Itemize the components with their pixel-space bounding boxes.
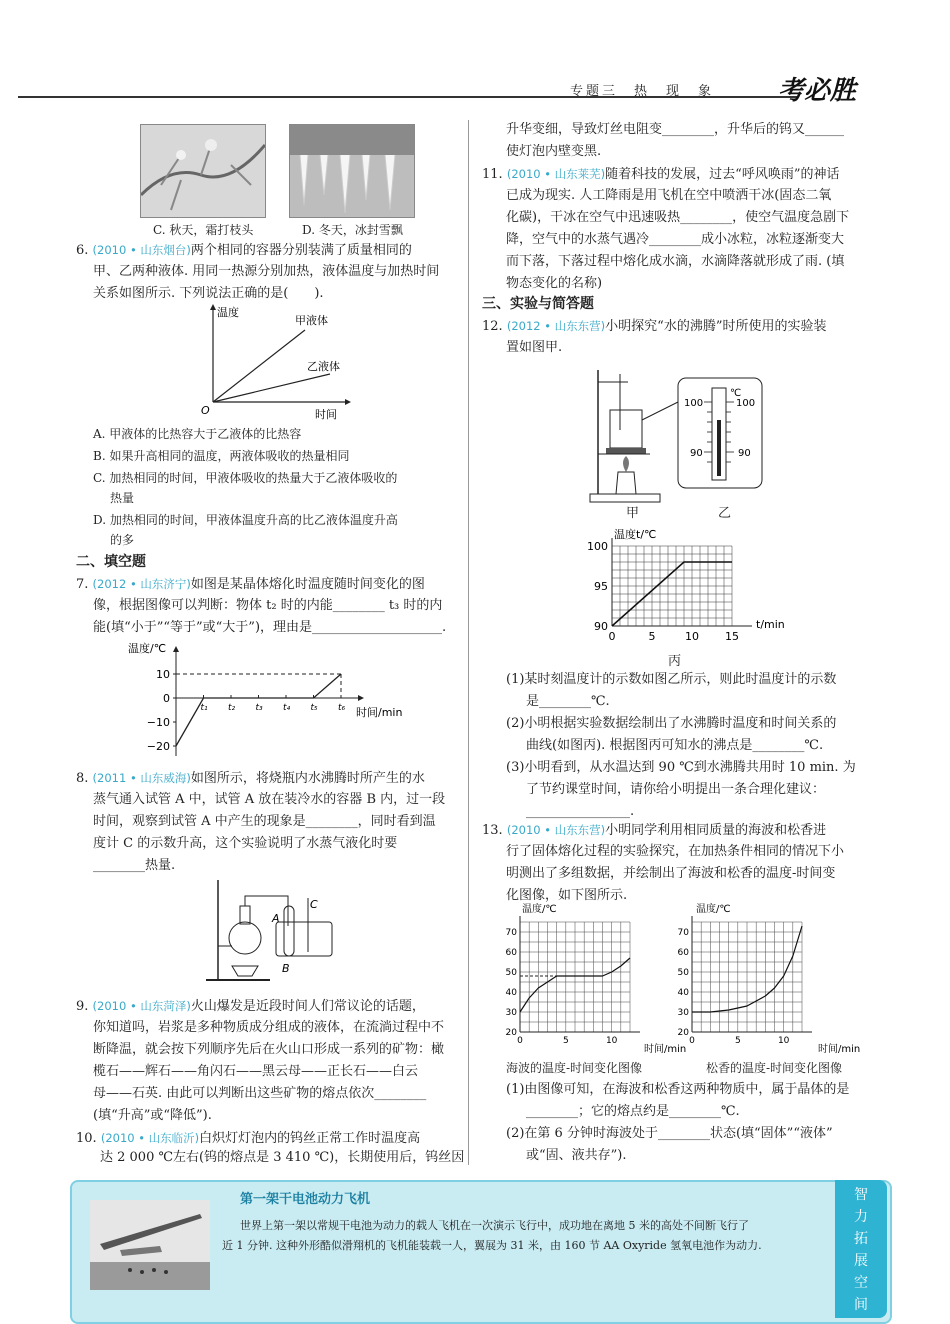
q12-apparatus (570, 360, 770, 522)
q8-line5: ________热量. (93, 858, 176, 873)
photo-c-caption: C. 秋天，霜打枝头 (153, 223, 254, 237)
q6-ylabel: 温度 (217, 306, 239, 319)
q12-xtick-label: 0 (608, 630, 616, 643)
q9-line2: 你知道吗，岩浆是多种物质成分组成的液体，在流淌过程中不 (93, 1020, 445, 1035)
q8-label-c: C (310, 898, 318, 911)
q13-line3: 明测出了多组数据，并绘制出了海波和松香的温度-时间变 (506, 866, 836, 881)
q13b-ytick-label: 20 (677, 1028, 689, 1038)
photo-ice (289, 124, 415, 218)
q13a-xtick-label: 0 (517, 1036, 523, 1046)
q12-xlabel: t/min (756, 618, 785, 631)
q13-caption-rosin: 松香的温度-时间变化图像 (706, 1061, 843, 1075)
q7-line2: 像，根据图像可以判断：物体 t₂ 时的内能________ t₃ 时的内 (93, 598, 443, 613)
q12-ytick-label: 90 (594, 620, 608, 633)
q7-ylabel: 温度/℃ (128, 642, 167, 655)
q8-line1: 8. (2011 • 山东威海)如图所示，将烧瓶内水沸腾时所产生的水 (76, 771, 425, 786)
q6-line1: 6. (2010 • 山东烟台)两个相同的容器分别装满了质量相同的 (76, 243, 412, 258)
q11-line3: 化碳)，干冰在空气中迅速吸热________，使空气温度急剧下 (506, 210, 850, 225)
column-divider (468, 120, 469, 1165)
q12-label-yi: 乙 (718, 506, 732, 521)
footer-tab (835, 1180, 887, 1318)
q6-origin: O (201, 404, 210, 417)
q7-xtick-label: t₂ (228, 703, 236, 713)
q13a-ytick-label: 40 (505, 988, 517, 998)
q6-line2: 甲、乙两种液体. 用同一热源分别加热，液体温度与加热时间 (93, 264, 440, 279)
q12-sub2a: (2)小明根据实验数据绘制出了水沸腾时温度和时间关系的 (506, 716, 837, 731)
q13-line4: 化图像，如下图所示. (506, 888, 628, 903)
q9-line5: 母——石英. 由此可以判断出这些矿物的熔点依次________ (93, 1086, 427, 1101)
q12-sub3c: ________________. (526, 804, 635, 819)
q11-line2: 已成为现实. 人工降雨是用飞机在空中喷洒干冰(固态二氧 (506, 188, 832, 203)
q7-y-arrow (173, 646, 179, 652)
q11-line5: 而下落，下落过程中熔化成水滴，水滴降落就形成了雨. (填 (506, 254, 845, 269)
q12-label-jia: 甲 (626, 506, 640, 521)
q7-xlabel: 时间/min (356, 706, 403, 719)
q13-chart-rosin (670, 900, 870, 1060)
q8-line2: 蒸气通入试管 A 中，试管 A 放在装冷水的容器 B 内，过一段 (93, 792, 446, 807)
q10-line1: 10. (2010 • 山东临沂)白炽灯灯泡内的钨丝正常工作时温度高 (76, 1131, 421, 1146)
q13b-xlabel: 时间/min (818, 1044, 861, 1055)
q13b-ytick-label: 50 (677, 968, 689, 978)
q12-chart (580, 526, 800, 654)
thermo-unit: ℃ (730, 388, 742, 399)
q13a-ytick-label: 30 (505, 1008, 517, 1018)
q13-caption-hypo: 海波的温度-时间变化图像 (506, 1061, 643, 1075)
q13-chart-hypo (498, 900, 688, 1060)
q13-line2: 行了固体熔化过程的实验探究，在加热条件相同的情况下小 (506, 844, 845, 859)
photo-d-caption: D. 冬天，冰封雪飘 (302, 223, 403, 237)
q7-x-arrow (358, 695, 364, 701)
thermo-90-right: 90 (738, 448, 751, 459)
thermo-90-left: 90 (690, 448, 703, 459)
q6-line1-label: 甲液体 (295, 314, 328, 327)
q8-line3: 时间，观察到试管 A 中产生的现象是________，同时看到温 (93, 814, 436, 829)
q10-line2: 达 2 000 ℃左右(钨的熔点是 3 410 ℃)，长期使用后，钨丝因 (100, 1150, 465, 1165)
q12-xtick-label: 5 (648, 630, 656, 643)
section-experiment: 三、实验与简答题 (482, 296, 594, 312)
q13a-ytick-label: 70 (505, 928, 517, 938)
q13b-ytick-label: 60 (677, 948, 689, 958)
q7-ytick-label: 10 (156, 668, 170, 681)
q8-label-a: A (272, 912, 280, 925)
q13a-ytick-label: 60 (505, 948, 517, 958)
q13-line1: 13. (2010 • 山东东营)小明同学利用相同质量的海波和松香进 (482, 823, 827, 838)
q7-ytick-label: −20 (146, 740, 170, 753)
q6-option-c2: 热量 (110, 491, 135, 505)
q13a-xtick-label: 5 (562, 1036, 569, 1046)
q7-ytick-label: −10 (146, 716, 170, 729)
q6-option-b: B. 如果升高相同的温度，两液体吸收的热量相同 (93, 449, 350, 463)
q6-option-a: A. 甲液体的比热容大于乙液体的比热容 (93, 427, 302, 441)
q8-apparatus (200, 876, 350, 988)
tab-char-6: 间 (854, 1297, 868, 1313)
q7-ytick-label: 0 (163, 692, 170, 705)
q9-line6: (填“升高”或“降低”). (93, 1108, 212, 1123)
q6-option-c1: C. 加热相同的时间，甲液体吸收的热量大于乙液体吸收的 (93, 471, 398, 485)
q12-line2: 置如图甲. (506, 340, 563, 355)
q13b-ytick-label: 30 (677, 1008, 689, 1018)
q7-xtick-label: t₁ (200, 703, 208, 713)
q13b-ytick-label: 40 (677, 988, 689, 998)
q8-label-b: B (282, 962, 290, 975)
q12-line1: 12. (2012 • 山东东营)小明探究“水的沸腾”时所使用的实验装 (482, 319, 827, 334)
q6-option-d2: 的多 (110, 533, 135, 547)
q12-xtick-label: 15 (725, 630, 739, 643)
q12-xtick-label: 10 (685, 630, 699, 643)
q12-label-bing: 丙 (668, 654, 682, 669)
footer-plane-photo (90, 1200, 210, 1290)
q13-sub1a: (1)由图像可知，在海波和松香这两种物质中，属于晶体的是 (506, 1082, 850, 1097)
header-topic: 专题三 热 现 象 (570, 84, 715, 99)
q12-sub1b: 是________℃. (526, 694, 610, 709)
tab-char-5: 空 (854, 1275, 868, 1291)
q13a-ytick-label: 20 (505, 1028, 517, 1038)
q13b-xtick-label: 5 (734, 1036, 741, 1046)
q7-xtick-label: t₃ (255, 703, 263, 713)
q7-xtick-label: t₄ (283, 703, 291, 713)
q12-ytick-label: 100 (587, 540, 608, 553)
footer-text-2: 近 1 分钟. 这种外形酷似滑翔机的飞机能装载一人，翼展为 31 米，由 160 节 AA Oxyride 氢氧电池作为动力. (222, 1239, 762, 1252)
q8-line4: 度计 C 的示数升高，这个实验说明了水蒸气液化时要 (93, 836, 398, 851)
q12-sub2b: 曲线(如图丙). 根据图丙可知水的沸点是________℃. (526, 738, 824, 753)
q12-ytick-label: 95 (594, 580, 608, 593)
section-fill-blank: 二、填空题 (76, 554, 146, 570)
q7-xtick-label: t₅ (310, 703, 318, 713)
q7-chart (120, 638, 420, 764)
footer-text-1: 世界上第一架以常规干电池为动力的载人飞机在一次演示飞行中，成功地在离地 5 米的高处不间断飞行了 (240, 1219, 749, 1232)
q13a-xtick-label: 10 (605, 1036, 618, 1046)
q13-sub1b: ________；它的熔点约是________℃. (526, 1104, 740, 1119)
q12-sub3b: 了节约课堂时间，请你给小明提出一条合理化建议： (526, 782, 826, 797)
q13b-ytick-label: 70 (677, 928, 689, 938)
tab-char-4: 展 (854, 1253, 868, 1269)
q6-line2-label: 乙液体 (307, 360, 340, 373)
q13b-xtick-label: 0 (689, 1036, 695, 1046)
q13a-ylabel: 温度/℃ (522, 904, 557, 915)
q9-line4: 榄石——辉石——角闪石——黑云母——正长石——白云 (93, 1064, 419, 1079)
q12-sub3a: (3)小明看到，从水温达到 90 ℃到水沸腾共用时 10 min. 为 (506, 760, 856, 775)
q13b-ylabel: 温度/℃ (696, 904, 731, 915)
q9-line1: 9. (2010 • 山东菏泽)火山爆发是近段时间人们常议论的话题， (76, 999, 425, 1014)
q11-line1: 11. (2010 • 山东莱芜)随着科技的发展，过去“呼风唤雨”的神话 (482, 167, 840, 182)
photo-frost (140, 124, 266, 218)
q6-graph (195, 302, 355, 422)
q6-line3: 关系如图所示. 下列说法正确的是( ). (93, 286, 324, 301)
q6-xlabel: 时间 (315, 408, 337, 421)
tab-char-1: 智 (854, 1187, 868, 1203)
q7-line3: 能(填“小于”“等于”或“大于”)，理由是____________________. (93, 620, 447, 635)
q11-line6: 物态变化的名称) (506, 276, 603, 291)
tab-char-3: 拓 (854, 1231, 868, 1247)
q11-line4: 降，空气中的水蒸气遇冷________成小冰粒，冰粒逐渐变大 (506, 232, 845, 247)
q6-option-d1: D. 加热相同的时间，甲液体温度升高的比乙液体温度升高 (93, 513, 398, 527)
q13a-ytick-label: 50 (505, 968, 517, 978)
q13a-xlabel: 时间/min (644, 1044, 687, 1055)
q9-line3: 断降温，就会按下列顺序先后在火山口形成一系列的矿物：橄 (93, 1042, 445, 1057)
tab-char-2: 力 (854, 1209, 868, 1225)
q7-line1: 7. (2012 • 山东济宁)如图是某晶体熔化时温度随时间变化的图 (76, 577, 425, 592)
header-logo: 考必胜 (778, 76, 857, 106)
q10-line4: 使灯泡内壁变黑. (506, 144, 602, 159)
thermo-100-right: 100 (736, 398, 756, 409)
footer-title: 第一架干电池动力飞机 (240, 1192, 371, 1207)
q12-sub1a: (1)某时刻温度计的示数如图乙所示，则此时温度计的示数 (506, 672, 837, 687)
q13b-xtick-label: 10 (777, 1036, 790, 1046)
q13-sub2a: (2)在第 6 分钟时海波处于________状态(填“固体”“液体” (506, 1126, 833, 1141)
q10-line3: 升华变细，导致灯丝电阻变________，升华后的钨又______ (506, 122, 845, 137)
q7-xtick-label: t₆ (338, 703, 346, 713)
q12-ylabel: 温度t/℃ (614, 528, 657, 541)
thermo-100-left: 100 (684, 398, 704, 409)
q13-sub2b: 或“固、液共存”). (526, 1148, 627, 1163)
